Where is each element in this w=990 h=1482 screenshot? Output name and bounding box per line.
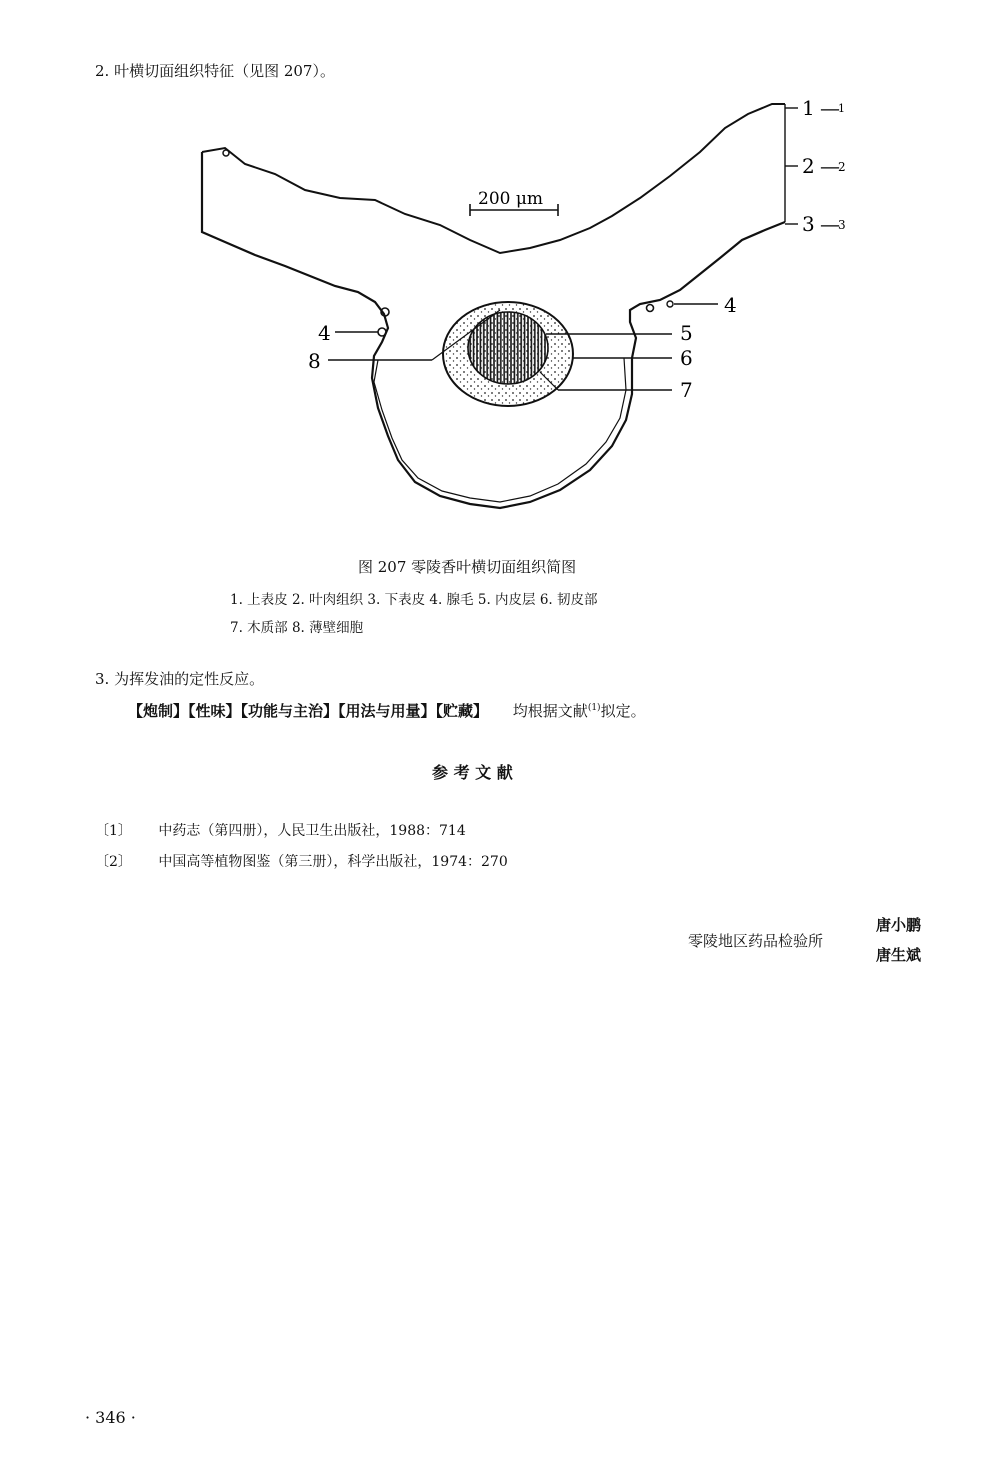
trichome-mark [223, 150, 229, 156]
page-number: · 346 · [85, 1408, 136, 1427]
reference-number: 〔2〕 [95, 854, 132, 870]
figure-legend-line-1: 1. 上表皮 2. 叶肉组织 3. 下表皮 4. 腺毛 5. 内皮层 6. 韧皮部 [230, 592, 598, 608]
figure-207 [0, 90, 990, 630]
callout-3-small: 3 [838, 218, 846, 232]
reference-text: 中药志（第四册），人民卫生出版社，1988：714 [158, 823, 466, 839]
section-2-text: 2. 叶横切面组织特征（见图 207）。 [95, 62, 335, 80]
callout-7: 7 [680, 378, 693, 402]
institution: 零陵地区药品检验所 [688, 932, 824, 950]
callout-2: 2 [802, 154, 815, 178]
author-1: 唐小鹏 [876, 916, 922, 934]
author-2: 唐生斌 [876, 946, 922, 964]
headings-bold: 【炮制】【性味】【功能与主治】【用法与用量】【贮藏】 [128, 702, 489, 720]
section-3-text: 3. 为挥发油的定性反应。 [95, 670, 265, 688]
reference-text: 中国高等植物图鉴（第三册），科学出版社，1974：270 [158, 854, 508, 870]
reference-item [95, 851, 508, 871]
callout-4-right: 4 [724, 293, 737, 317]
xylem-region [468, 312, 548, 384]
headings-tail: 均根据文献 [512, 702, 588, 720]
callout-1-dash: — [820, 96, 840, 120]
scale-bar-label: 200 μm [478, 189, 544, 209]
headings-citation: (1) [587, 703, 601, 713]
callout-3-dash: — [820, 212, 840, 236]
glandular-hair-right [647, 305, 654, 312]
reference-number: 〔1〕 [95, 823, 132, 839]
figure-caption: 图 207 零陵香叶横切面组织简图 [358, 558, 577, 576]
callout-4-left: 4 [318, 321, 331, 345]
callout-8: 8 [308, 349, 321, 373]
glandular-hair-left-2 [378, 328, 386, 336]
callout-6: 6 [680, 346, 693, 370]
glandular-hair-right-2 [667, 301, 673, 307]
callout-3: 3 [802, 212, 815, 236]
callout-2-small: 2 [838, 160, 846, 174]
callout-2-dash: — [820, 154, 840, 178]
upper-epidermis-outline [202, 104, 785, 253]
callout-1: 1 [802, 96, 815, 120]
headings-end: 拟定。 [600, 702, 646, 720]
references-title: 参 考 文 献 [432, 763, 513, 782]
callout-5: 5 [680, 321, 693, 345]
callout-1-small: 1 [838, 102, 845, 115]
headings-paragraph [128, 700, 646, 721]
figure-legend-line-2: 7. 木质部 8. 薄壁细胞 [230, 620, 364, 636]
reference-item [95, 820, 466, 840]
